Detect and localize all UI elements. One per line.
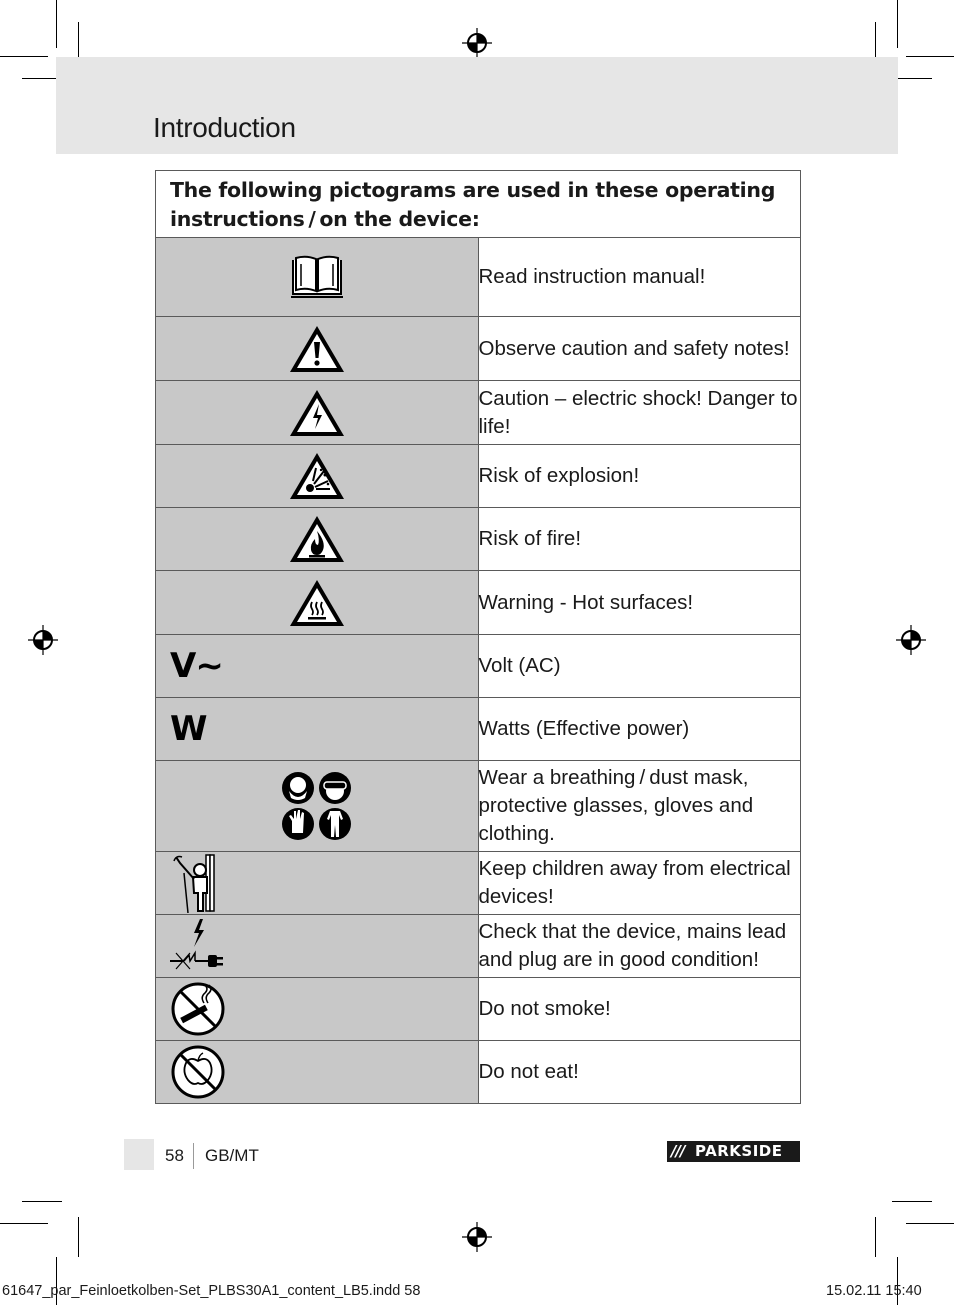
logo-slashes: /// xyxy=(671,1142,685,1160)
registration-mark-icon xyxy=(462,1222,492,1252)
row-text: Risk of fire! xyxy=(478,508,801,571)
table-row xyxy=(156,238,801,317)
row-text: Risk of explosion! xyxy=(478,445,801,508)
pictogram-table xyxy=(155,170,801,1104)
table-row xyxy=(156,761,801,852)
no-eating-icon xyxy=(170,1044,226,1100)
no-smoking-icon xyxy=(170,981,226,1037)
row-text: Do not eat! xyxy=(478,1041,801,1104)
gloves-icon xyxy=(282,808,314,840)
hot-surface-warning-icon xyxy=(288,578,346,628)
slug-filename: 61647_par_Feinloetkolben-Set_PLBS30A1_content_LB5.indd 58 xyxy=(2,1283,421,1299)
row-text: Check that the device, mains lead and plug are in good condition! xyxy=(478,915,801,978)
open-book-icon xyxy=(289,254,345,300)
parkside-logo xyxy=(667,1141,800,1162)
table-row xyxy=(156,978,801,1041)
table-row xyxy=(156,571,801,635)
keep-children-away-icon xyxy=(170,853,222,913)
logo-text: PARKSIDE xyxy=(695,1142,783,1160)
volt-ac-symbol: V~ xyxy=(170,646,223,686)
table-row xyxy=(156,852,801,915)
row-text: Observe caution and safety notes! xyxy=(478,317,801,381)
row-text: Read instruction manual! xyxy=(478,238,801,317)
registration-mark-icon xyxy=(462,28,492,58)
row-text: Wear a breathing / dust mask, protective glasses, gloves and clothing. xyxy=(478,761,801,852)
fire-warning-icon xyxy=(288,514,346,564)
explosion-warning-icon xyxy=(288,451,346,501)
protective-equipment-icons xyxy=(281,771,353,841)
page-number: 58 xyxy=(165,1146,184,1165)
protective-glasses-icon xyxy=(319,772,351,804)
table-heading: The following pictograms are used in these operating instructions / on the device: xyxy=(156,171,801,238)
protective-clothing-icon xyxy=(319,808,351,840)
locale-label: GB/MT xyxy=(205,1146,259,1165)
row-text: Warning - Hot surfaces! xyxy=(478,571,801,635)
row-text: Keep children away from electrical devices! xyxy=(478,852,801,915)
table-row xyxy=(156,445,801,508)
watts-symbol: W xyxy=(170,709,208,749)
row-text: Caution – electric shock! Danger to life! xyxy=(478,381,801,445)
table-row xyxy=(156,381,801,445)
footer-divider xyxy=(193,1143,194,1169)
row-text: Do not smoke! xyxy=(478,978,801,1041)
table-row xyxy=(156,1041,801,1104)
table-row xyxy=(156,317,801,381)
table-row xyxy=(156,915,801,978)
dust-mask-icon xyxy=(282,772,314,804)
electric-shock-warning-icon xyxy=(288,388,346,438)
registration-mark-icon xyxy=(896,625,926,655)
table-header-row xyxy=(156,171,801,238)
row-text: Volt (AC) xyxy=(478,635,801,698)
exclamation-warning-icon xyxy=(288,324,346,374)
footer-page-box xyxy=(124,1139,154,1170)
row-text: Watts (Effective power) xyxy=(478,698,801,761)
page-title: Introduction xyxy=(153,112,296,143)
table-row xyxy=(156,698,801,761)
table-row xyxy=(156,508,801,571)
damaged-plug-icon xyxy=(168,917,226,975)
slug-date-time: 15.02.11 15:40 xyxy=(826,1283,922,1299)
table-row xyxy=(156,635,801,698)
registration-mark-icon xyxy=(28,625,58,655)
